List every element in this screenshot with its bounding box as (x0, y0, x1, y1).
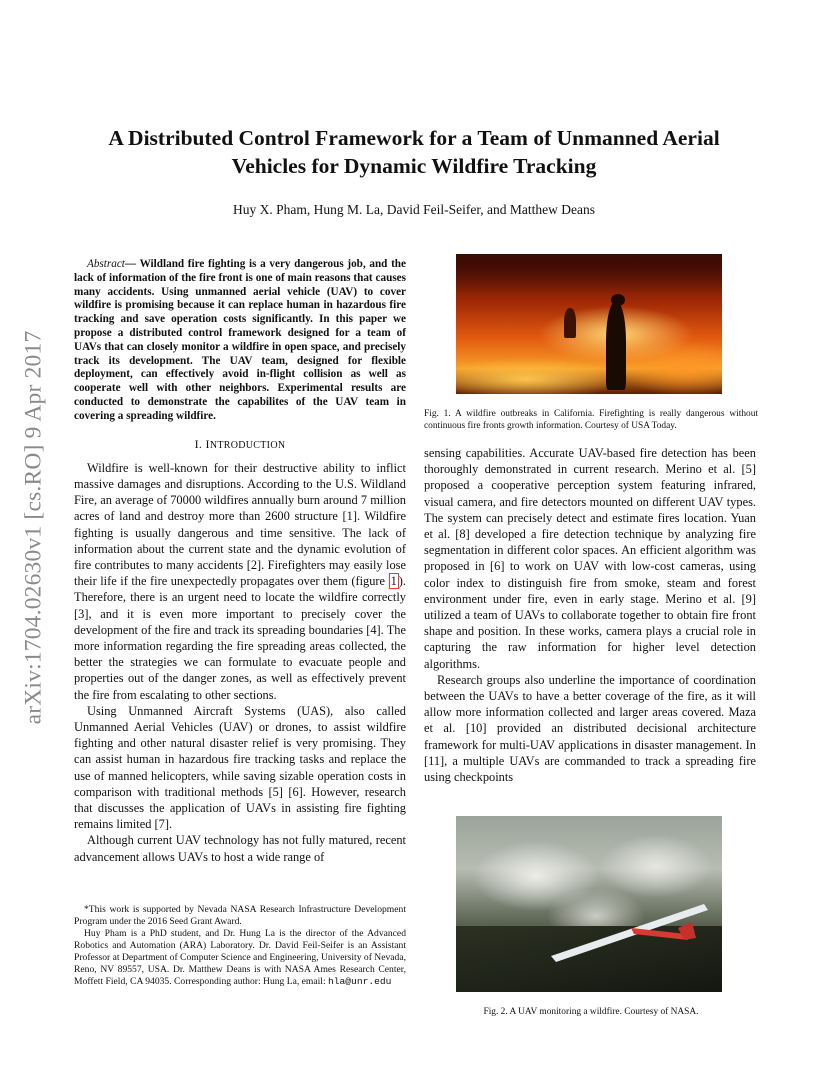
firefighter-silhouette-distant (564, 308, 576, 338)
intro-paragraph-1: Wildfire is well-known for their destructive ability to inflict massive damages and disruptions. According to the U.S. Wildland Fire, an average of 70000 wildfires annually burn around 7 million acres of land and destroy more than 2600 structure [1]. Wildfire fighting is usually dangerous and time sensitive. The lack of information about the current state and the dynamic evolution of fire contributes to many accidents [2]. Firefighters may easily lose their life if the fire unexpectedly propagates over them (figure 1 ). Therefore, there is an urgent need to locate the wildfire correctly [3], and it is even more important to precisely cover the development of the fire and track its spreading boundaries [4]. The more information regarding the fire spreading areas collected, the better the strategies we can formulate to evacuate people and properties out of the danger zones, as well as effectively prevent the fire from escalating to other sections. (74, 460, 406, 702)
intro-paragraph-3: Although current UAV technology has not fully matured, recent advancement allows UAVs to host a wide range of (74, 833, 406, 864)
right-paragraph-1: sensing capabilities. Accurate UAV-based fire detection has been thoroughly demonstrated in current research. Merino et al. [5] proposed a cooperative perception system featuring infrared, visual camera, and fire detectors mounted on different UAV types. The system can precisely detect and estimate fires location. Yuan et al. [8] developed a fire detection technique by analyzing fire segmentation in different color spaces. An efficient algorithm was proposed in [6] to work on UAV with low-cost cameras, using color index to distinguish fire from smoke, steam and forest environment under fire, even in early stage. Merino et al. [9] utilized a team of UAVs to collaborate together to obtain fire front shape and position. In these works, camera plays a crucial role in capturing the raw information for higher level detection algorithms. (424, 446, 756, 671)
firefighter-silhouette (606, 302, 626, 390)
title-line-2: Vehicles for Dynamic Wildfire Tracking (231, 154, 597, 178)
figure-1-caption: Fig. 1. A wildfire outbreaks in California. Firefighting is really dangerous without continuous fire fronts growth information. Courtesy of USA Today. (424, 409, 758, 431)
uav-drawing (456, 816, 722, 992)
author-list: Huy X. Pham, Hung M. La, David Feil-Seifer, and Matthew Deans (232, 202, 595, 217)
intro-paragraph-2: Using Unmanned Aircraft Systems (UAS), also called Unmanned Aerial Vehicles (UAV) or drones, to assist wildfire fighting and other natural disaster relief is very promising. They can assist human in hazardous fire tracking tasks and replace the use of manned helicopters, while saving sizable operation costs in comparison with traditional methods [5] [6]. However, research that discusses the application of UAVs in assisting fire fighting remains limited [7]. (74, 703, 406, 832)
footnote-affiliations: Huy Pham is a PhD student, and Dr. Hung La is the director of the Advanced Robotics and Automation (ARA) Laboratory. Dr. David Feil-Seifer is an Assistant Professor at Department of Computer Science and Engineering, University of Nevada, Reno, NV 89557, USA. Dr. Matthew Deans is with NASA Ames Research Center, Moffett Field, CA 94035. Corresponding author: Hung La, email: hla@unr.edu (74, 928, 406, 987)
figure-reference-link[interactable]: 1 (390, 574, 397, 589)
title-line-1: A Distributed Control Framework for a Team of Unmanned Aerial (108, 126, 720, 150)
corresponding-email: hla@unr.edu (328, 976, 392, 987)
right-column (424, 445, 756, 785)
smoke-layer (456, 254, 722, 294)
section-heading-introduction: I. INTRODUCTION (194, 436, 286, 451)
figure-2-uav-photo (456, 816, 722, 992)
figure-1-wildfire-photo (456, 254, 722, 394)
arxiv-id-text: arXiv:1704.02630v1 [cs.RO] 9 Apr 2017 (20, 330, 47, 724)
abstract-label: Abstract (87, 258, 125, 270)
abstract (74, 258, 406, 424)
left-column (74, 258, 406, 865)
figure-2-caption: Fig. 2. A UAV monitoring a wildfire. Courtesy of NASA. (483, 1007, 699, 1017)
arxiv-identifier (20, 292, 48, 762)
right-paragraph-2: Research groups also underline the importance of coordination between the UAVs to have a better coverage of the fire, as it will allow more information collected and larger areas covered. Maza et al. [10] provided an distributed decisional architecture framework for multi-UAV applications in disaster management. In [11], a multiple UAVs are commanded to track a spreading fire using checkpoints (424, 672, 756, 785)
abstract-text: — Wildland fire fighting is a very dangerous job, and the lack of information of the fire front is one of main reasons that causes many accidents. Using unmanned aerial vehicle (UAV) to cover wildfire is promising because it can replace human in hazardous fire tracking and save operation costs significantly. In this paper we propose a distributed control framework designed for a team of UAVs that can closely monitor a wildfire in open space, and precisely track its development. The UAV team, designed for flexible deployment, can effectively avoid in-flight collision as well as cooperate well with other neighbors. Experimental results are conducted to demonstrate the capabilites of the UAV team in covering a spreading wildfire. (74, 258, 406, 422)
footnote-funding: *This work is supported by Nevada NASA Research Infrastructure Development Program under the 2016 Seed Grant Award. (74, 904, 406, 927)
paper-title (80, 124, 748, 180)
footnotes (74, 904, 406, 988)
